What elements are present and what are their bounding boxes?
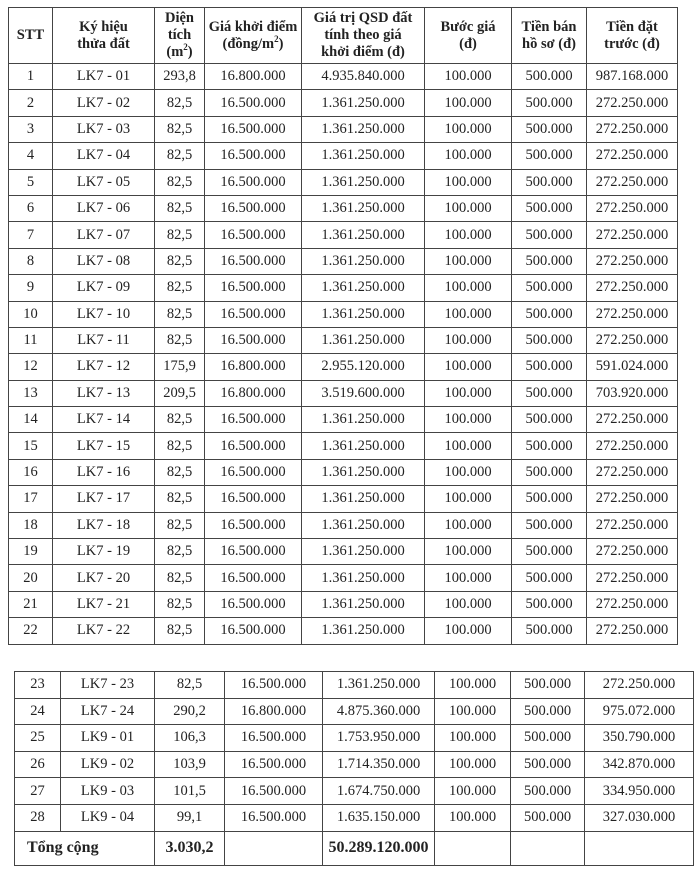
cell-tien-dat-truoc: 272.250.000 <box>587 301 678 327</box>
cell-tien-ban-ho-so: 500.000 <box>512 380 587 406</box>
cell-stt: 10 <box>9 301 53 327</box>
cell-stt: 7 <box>9 222 53 248</box>
table-row <box>9 222 678 248</box>
cell-ky-hieu: LK7 - 02 <box>53 90 155 116</box>
cell-tien-dat-truoc: 272.250.000 <box>587 407 678 433</box>
cell-stt: 24 <box>15 698 61 725</box>
cell-gia-tri: 1.361.250.000 <box>302 327 425 353</box>
cell-tien-dat-truoc: 272.250.000 <box>587 433 678 459</box>
cell-tien-ban-ho-so: 500.000 <box>512 407 587 433</box>
cell-gia-khoi-diem: 16.500.000 <box>205 565 302 591</box>
cell-stt: 2 <box>9 90 53 116</box>
cell-ky-hieu: LK7 - 24 <box>61 698 155 725</box>
cell-gia-khoi-diem: 16.500.000 <box>205 618 302 644</box>
cell-gia-khoi-diem: 16.500.000 <box>205 539 302 565</box>
table-row <box>9 90 678 116</box>
cell-gia-khoi-diem: 16.500.000 <box>225 804 323 831</box>
cell-dien-tich: 290,2 <box>155 698 225 725</box>
cell-buoc-gia: 100.000 <box>435 751 511 778</box>
cell-tien-dat-truoc: 272.250.000 <box>587 459 678 485</box>
cell-ky-hieu: LK7 - 21 <box>53 591 155 617</box>
cell-tien-dat-truoc: 272.250.000 <box>585 672 694 699</box>
table-row <box>9 433 678 459</box>
cell-tien-ban-ho-so: 500.000 <box>512 565 587 591</box>
cell-gia-khoi-diem: 16.500.000 <box>205 407 302 433</box>
cell-stt: 12 <box>9 354 53 380</box>
cell-tien-ban-ho-so: 500.000 <box>512 248 587 274</box>
cell-tien-ban-ho-so: 500.000 <box>512 222 587 248</box>
table-row <box>9 486 678 512</box>
header-tien-ban-ho-so: Tiền bán hồ sơ (đ) <box>512 8 587 64</box>
cell-tien-dat-truoc: 342.870.000 <box>585 751 694 778</box>
cell-tien-dat-truoc: 703.920.000 <box>587 380 678 406</box>
cell-dien-tich: 82,5 <box>155 195 205 221</box>
table-row <box>9 116 678 142</box>
cell-gia-tri: 1.635.150.000 <box>323 804 435 831</box>
cell-gia-khoi-diem: 16.500.000 <box>205 486 302 512</box>
cell-gia-tri: 1.361.250.000 <box>302 143 425 169</box>
cell-stt: 8 <box>9 248 53 274</box>
cell-tien-ban-ho-so: 500.000 <box>511 778 585 805</box>
cell-tien-ban-ho-so: 500.000 <box>512 275 587 301</box>
cell-dien-tich: 209,5 <box>155 380 205 406</box>
cell-stt: 23 <box>15 672 61 699</box>
table-row <box>9 275 678 301</box>
cell-tien-ban-ho-so: 500.000 <box>512 301 587 327</box>
cell-tien-dat-truoc: 272.250.000 <box>587 275 678 301</box>
cell-tien-dat-truoc: 327.030.000 <box>585 804 694 831</box>
cell-gia-khoi-diem: 16.500.000 <box>205 143 302 169</box>
cell-buoc-gia: 100.000 <box>425 433 512 459</box>
cell-ky-hieu: LK7 - 04 <box>53 143 155 169</box>
cell-buoc-gia: 100.000 <box>425 116 512 142</box>
cell-ky-hieu: LK7 - 12 <box>53 354 155 380</box>
cell-ky-hieu: LK9 - 04 <box>61 804 155 831</box>
cell-tien-dat-truoc: 272.250.000 <box>587 565 678 591</box>
cell-tien-ban-ho-so: 500.000 <box>512 116 587 142</box>
table-row <box>9 354 678 380</box>
table-row <box>9 195 678 221</box>
table-row <box>9 539 678 565</box>
total-buoc-gia-empty <box>435 831 511 865</box>
cell-tien-dat-truoc: 334.950.000 <box>585 778 694 805</box>
cell-gia-khoi-diem: 16.500.000 <box>225 725 323 752</box>
cell-buoc-gia: 100.000 <box>425 591 512 617</box>
cell-dien-tich: 293,8 <box>155 64 205 90</box>
cell-buoc-gia: 100.000 <box>425 248 512 274</box>
table-row <box>15 725 694 752</box>
cell-tien-ban-ho-so: 500.000 <box>512 433 587 459</box>
cell-ky-hieu: LK7 - 06 <box>53 195 155 221</box>
cell-gia-khoi-diem: 16.500.000 <box>225 672 323 699</box>
header-gia-khoi-diem: Giá khởi điểm $(đồng/m^2)$ <box>205 8 302 64</box>
cell-dien-tich: 82,5 <box>155 169 205 195</box>
cell-ky-hieu: LK7 - 13 <box>53 380 155 406</box>
cell-dien-tich: 82,5 <box>155 459 205 485</box>
total-tien-dat-empty <box>585 831 694 865</box>
cell-tien-ban-ho-so: 500.000 <box>512 486 587 512</box>
cell-dien-tich: 82,5 <box>155 90 205 116</box>
cell-tien-ban-ho-so: 500.000 <box>512 195 587 221</box>
header-stt: STT <box>9 8 53 64</box>
cell-stt: 27 <box>15 778 61 805</box>
table-row <box>9 407 678 433</box>
cell-ky-hieu: LK7 - 07 <box>53 222 155 248</box>
cell-gia-tri: 1.361.250.000 <box>302 195 425 221</box>
cell-tien-dat-truoc: 272.250.000 <box>587 169 678 195</box>
cell-tien-dat-truoc: 272.250.000 <box>587 512 678 538</box>
cell-gia-tri: 1.361.250.000 <box>302 301 425 327</box>
cell-tien-dat-truoc: 272.250.000 <box>587 195 678 221</box>
cell-stt: 28 <box>15 804 61 831</box>
cell-buoc-gia: 100.000 <box>435 778 511 805</box>
cell-ky-hieu: LK7 - 11 <box>53 327 155 353</box>
cell-gia-tri: 1.361.250.000 <box>302 486 425 512</box>
cell-gia-khoi-diem: 16.500.000 <box>205 301 302 327</box>
cell-buoc-gia: 100.000 <box>425 380 512 406</box>
cell-gia-tri: 1.361.250.000 <box>302 433 425 459</box>
cell-gia-tri: 1.361.250.000 <box>302 90 425 116</box>
cell-buoc-gia: 100.000 <box>425 327 512 353</box>
header-buoc-gia: Bước giá (đ) <box>425 8 512 64</box>
cell-stt: 26 <box>15 751 61 778</box>
cell-stt: 4 <box>9 143 53 169</box>
table-row <box>9 380 678 406</box>
table-row <box>9 143 678 169</box>
cell-ky-hieu: LK7 - 23 <box>61 672 155 699</box>
cell-tien-dat-truoc: 272.250.000 <box>587 116 678 142</box>
cell-buoc-gia: 100.000 <box>425 64 512 90</box>
cell-stt: 16 <box>9 459 53 485</box>
cell-dien-tich: 82,5 <box>155 301 205 327</box>
cell-ky-hieu: LK9 - 01 <box>61 725 155 752</box>
cell-gia-khoi-diem: 16.500.000 <box>205 222 302 248</box>
cell-dien-tich: 175,9 <box>155 354 205 380</box>
cell-dien-tich: 82,5 <box>155 591 205 617</box>
cell-ky-hieu: LK9 - 03 <box>61 778 155 805</box>
cell-tien-ban-ho-so: 500.000 <box>512 327 587 353</box>
cell-dien-tich: 101,5 <box>155 778 225 805</box>
header-ky-hieu: Ký hiệu thửa đất <box>53 8 155 64</box>
cell-gia-tri: 1.361.250.000 <box>302 591 425 617</box>
cell-ky-hieu: LK7 - 05 <box>53 169 155 195</box>
table-row <box>15 751 694 778</box>
cell-buoc-gia: 100.000 <box>425 90 512 116</box>
cell-gia-tri: 1.361.250.000 <box>302 539 425 565</box>
cell-gia-khoi-diem: 16.500.000 <box>205 275 302 301</box>
cell-buoc-gia: 100.000 <box>435 698 511 725</box>
cell-gia-khoi-diem: 16.500.000 <box>205 169 302 195</box>
cell-ky-hieu: LK7 - 17 <box>53 486 155 512</box>
cell-tien-dat-truoc: 272.250.000 <box>587 591 678 617</box>
table-row <box>15 778 694 805</box>
cell-buoc-gia: 100.000 <box>425 195 512 221</box>
cell-buoc-gia: 100.000 <box>425 459 512 485</box>
cell-gia-khoi-diem: 16.500.000 <box>205 116 302 142</box>
cell-buoc-gia: 100.000 <box>425 354 512 380</box>
cell-buoc-gia: 100.000 <box>425 407 512 433</box>
cell-dien-tich: 82,5 <box>155 672 225 699</box>
cell-tien-dat-truoc: 272.250.000 <box>587 248 678 274</box>
cell-gia-khoi-diem: 16.800.000 <box>205 354 302 380</box>
cell-buoc-gia: 100.000 <box>435 725 511 752</box>
cell-tien-ban-ho-so: 500.000 <box>512 591 587 617</box>
cell-dien-tich: 82,5 <box>155 565 205 591</box>
land-lot-table-continued <box>14 671 694 866</box>
cell-ky-hieu: LK7 - 18 <box>53 512 155 538</box>
cell-gia-tri: 4.875.360.000 <box>323 698 435 725</box>
cell-gia-khoi-diem: 16.500.000 <box>205 90 302 116</box>
cell-ky-hieu: LK7 - 03 <box>53 116 155 142</box>
cell-stt: 11 <box>9 327 53 353</box>
header-row <box>9 8 678 64</box>
cell-dien-tich: 82,5 <box>155 539 205 565</box>
cell-buoc-gia: 100.000 <box>425 169 512 195</box>
cell-gia-khoi-diem: 16.500.000 <box>225 751 323 778</box>
land-lot-table <box>8 7 678 645</box>
cell-gia-tri: 1.361.250.000 <box>302 512 425 538</box>
cell-tien-dat-truoc: 272.250.000 <box>587 486 678 512</box>
cell-gia-khoi-diem: 16.500.000 <box>205 459 302 485</box>
cell-dien-tich: 82,5 <box>155 486 205 512</box>
cell-dien-tich: 103,9 <box>155 751 225 778</box>
cell-stt: 21 <box>9 591 53 617</box>
table-row <box>15 804 694 831</box>
cell-gia-tri: 1.361.250.000 <box>323 672 435 699</box>
cell-buoc-gia: 100.000 <box>425 143 512 169</box>
cell-stt: 19 <box>9 539 53 565</box>
cell-tien-dat-truoc: 272.250.000 <box>587 90 678 116</box>
cell-dien-tich: 99,1 <box>155 804 225 831</box>
cell-tien-dat-truoc: 987.168.000 <box>587 64 678 90</box>
table-body <box>9 64 678 645</box>
cell-tien-ban-ho-so: 500.000 <box>512 618 587 644</box>
table-row <box>9 248 678 274</box>
cell-ky-hieu: LK7 - 09 <box>53 275 155 301</box>
cell-tien-dat-truoc: 272.250.000 <box>587 143 678 169</box>
header-gia-tri: Giá trị QSD đất tính theo giá khởi điểm (đ) <box>302 8 425 64</box>
cell-dien-tich: 82,5 <box>155 407 205 433</box>
table-header <box>9 8 678 64</box>
table-row <box>9 327 678 353</box>
cell-dien-tich: 82,5 <box>155 327 205 353</box>
cell-buoc-gia: 100.000 <box>425 512 512 538</box>
cell-buoc-gia: 100.000 <box>425 486 512 512</box>
cell-dien-tich: 82,5 <box>155 116 205 142</box>
cell-stt: 25 <box>15 725 61 752</box>
table-row <box>15 672 694 699</box>
cell-ky-hieu: LK7 - 10 <box>53 301 155 327</box>
cell-ky-hieu: LK7 - 22 <box>53 618 155 644</box>
cell-dien-tich: 82,5 <box>155 512 205 538</box>
total-tien-ban-empty <box>511 831 585 865</box>
cell-dien-tich: 82,5 <box>155 248 205 274</box>
cell-tien-ban-ho-so: 500.000 <box>512 64 587 90</box>
cell-buoc-gia: 100.000 <box>435 804 511 831</box>
cell-buoc-gia: 100.000 <box>425 222 512 248</box>
total-label: Tổng cộng <box>15 831 155 865</box>
cell-tien-dat-truoc: 591.024.000 <box>587 354 678 380</box>
cell-tien-dat-truoc: 350.790.000 <box>585 725 694 752</box>
cell-gia-khoi-diem: 16.500.000 <box>205 433 302 459</box>
cell-tien-ban-ho-so: 500.000 <box>512 539 587 565</box>
cell-stt: 5 <box>9 169 53 195</box>
cell-ky-hieu: LK7 - 08 <box>53 248 155 274</box>
cell-gia-khoi-diem: 16.800.000 <box>225 698 323 725</box>
cell-gia-tri: 3.519.600.000 <box>302 380 425 406</box>
cell-buoc-gia: 100.000 <box>425 565 512 591</box>
cell-ky-hieu: LK7 - 15 <box>53 433 155 459</box>
cell-ky-hieu: LK7 - 19 <box>53 539 155 565</box>
cell-stt: 13 <box>9 380 53 406</box>
header-tien-dat-truoc: Tiền đặt trước (đ) <box>587 8 678 64</box>
table-footer <box>15 831 694 865</box>
cell-ky-hieu: LK7 - 20 <box>53 565 155 591</box>
cell-buoc-gia: 100.000 <box>425 539 512 565</box>
table-row <box>9 591 678 617</box>
cell-tien-ban-ho-so: 500.000 <box>512 512 587 538</box>
cell-buoc-gia: 100.000 <box>425 618 512 644</box>
cell-buoc-gia: 100.000 <box>435 672 511 699</box>
cell-gia-khoi-diem: 16.500.000 <box>225 778 323 805</box>
table-row <box>9 565 678 591</box>
cell-tien-ban-ho-so: 500.000 <box>511 804 585 831</box>
cell-ky-hieu: LK7 - 16 <box>53 459 155 485</box>
cell-stt: 17 <box>9 486 53 512</box>
table-body-continued <box>15 672 694 832</box>
cell-gia-tri: 1.674.750.000 <box>323 778 435 805</box>
cell-gia-khoi-diem: 16.800.000 <box>205 380 302 406</box>
cell-ky-hieu: LK9 - 02 <box>61 751 155 778</box>
cell-gia-tri: 1.714.350.000 <box>323 751 435 778</box>
cell-ky-hieu: LK7 - 01 <box>53 64 155 90</box>
cell-stt: 15 <box>9 433 53 459</box>
cell-tien-ban-ho-so: 500.000 <box>511 751 585 778</box>
table-row <box>9 618 678 644</box>
cell-gia-tri: 1.361.250.000 <box>302 169 425 195</box>
cell-tien-ban-ho-so: 500.000 <box>512 459 587 485</box>
cell-gia-tri: 1.753.950.000 <box>323 725 435 752</box>
cell-buoc-gia: 100.000 <box>425 301 512 327</box>
cell-gia-tri: 1.361.250.000 <box>302 407 425 433</box>
cell-tien-ban-ho-so: 500.000 <box>512 354 587 380</box>
cell-gia-tri: 1.361.250.000 <box>302 618 425 644</box>
cell-gia-khoi-diem: 16.500.000 <box>205 248 302 274</box>
cell-gia-tri: 1.361.250.000 <box>302 275 425 301</box>
cell-gia-khoi-diem: 16.500.000 <box>205 512 302 538</box>
cell-gia-tri: 1.361.250.000 <box>302 459 425 485</box>
cell-ky-hieu: LK7 - 14 <box>53 407 155 433</box>
cell-stt: 9 <box>9 275 53 301</box>
table-row <box>15 698 694 725</box>
cell-stt: 20 <box>9 565 53 591</box>
cell-tien-ban-ho-so: 500.000 <box>512 143 587 169</box>
table-row <box>9 459 678 485</box>
cell-gia-tri: 2.955.120.000 <box>302 354 425 380</box>
cell-gia-tri: 4.935.840.000 <box>302 64 425 90</box>
cell-dien-tich: 106,3 <box>155 725 225 752</box>
cell-gia-khoi-diem: 16.500.000 <box>205 591 302 617</box>
cell-dien-tich: 82,5 <box>155 222 205 248</box>
total-gia-khoi-diem-empty <box>225 831 323 865</box>
table-row <box>9 301 678 327</box>
cell-tien-ban-ho-so: 500.000 <box>511 698 585 725</box>
cell-tien-dat-truoc: 975.072.000 <box>585 698 694 725</box>
cell-stt: 3 <box>9 116 53 142</box>
table-row <box>9 64 678 90</box>
cell-gia-tri: 1.361.250.000 <box>302 116 425 142</box>
cell-tien-dat-truoc: 272.250.000 <box>587 618 678 644</box>
total-gia-tri: 50.289.120.000 <box>323 831 435 865</box>
cell-buoc-gia: 100.000 <box>425 275 512 301</box>
table-row <box>9 512 678 538</box>
cell-stt: 14 <box>9 407 53 433</box>
header-dien-tich: Diện tích $(m^2)$ <box>155 8 205 64</box>
cell-stt: 18 <box>9 512 53 538</box>
cell-dien-tich: 82,5 <box>155 618 205 644</box>
cell-stt: 6 <box>9 195 53 221</box>
cell-gia-khoi-diem: 16.500.000 <box>205 327 302 353</box>
cell-tien-ban-ho-so: 500.000 <box>512 90 587 116</box>
cell-dien-tich: 82,5 <box>155 275 205 301</box>
cell-dien-tich: 82,5 <box>155 433 205 459</box>
cell-tien-ban-ho-so: 500.000 <box>511 672 585 699</box>
cell-tien-dat-truoc: 272.250.000 <box>587 327 678 353</box>
total-dien-tich: 3.030,2 <box>155 831 225 865</box>
cell-tien-ban-ho-so: 500.000 <box>512 169 587 195</box>
cell-stt: 22 <box>9 618 53 644</box>
cell-gia-khoi-diem: 16.500.000 <box>205 195 302 221</box>
total-row <box>15 831 694 865</box>
cell-stt: 1 <box>9 64 53 90</box>
cell-gia-tri: 1.361.250.000 <box>302 565 425 591</box>
cell-tien-dat-truoc: 272.250.000 <box>587 222 678 248</box>
cell-tien-dat-truoc: 272.250.000 <box>587 539 678 565</box>
table-row <box>9 169 678 195</box>
cell-gia-tri: 1.361.250.000 <box>302 248 425 274</box>
cell-gia-tri: 1.361.250.000 <box>302 222 425 248</box>
cell-tien-ban-ho-so: 500.000 <box>511 725 585 752</box>
cell-dien-tich: 82,5 <box>155 143 205 169</box>
cell-gia-khoi-diem: 16.800.000 <box>205 64 302 90</box>
